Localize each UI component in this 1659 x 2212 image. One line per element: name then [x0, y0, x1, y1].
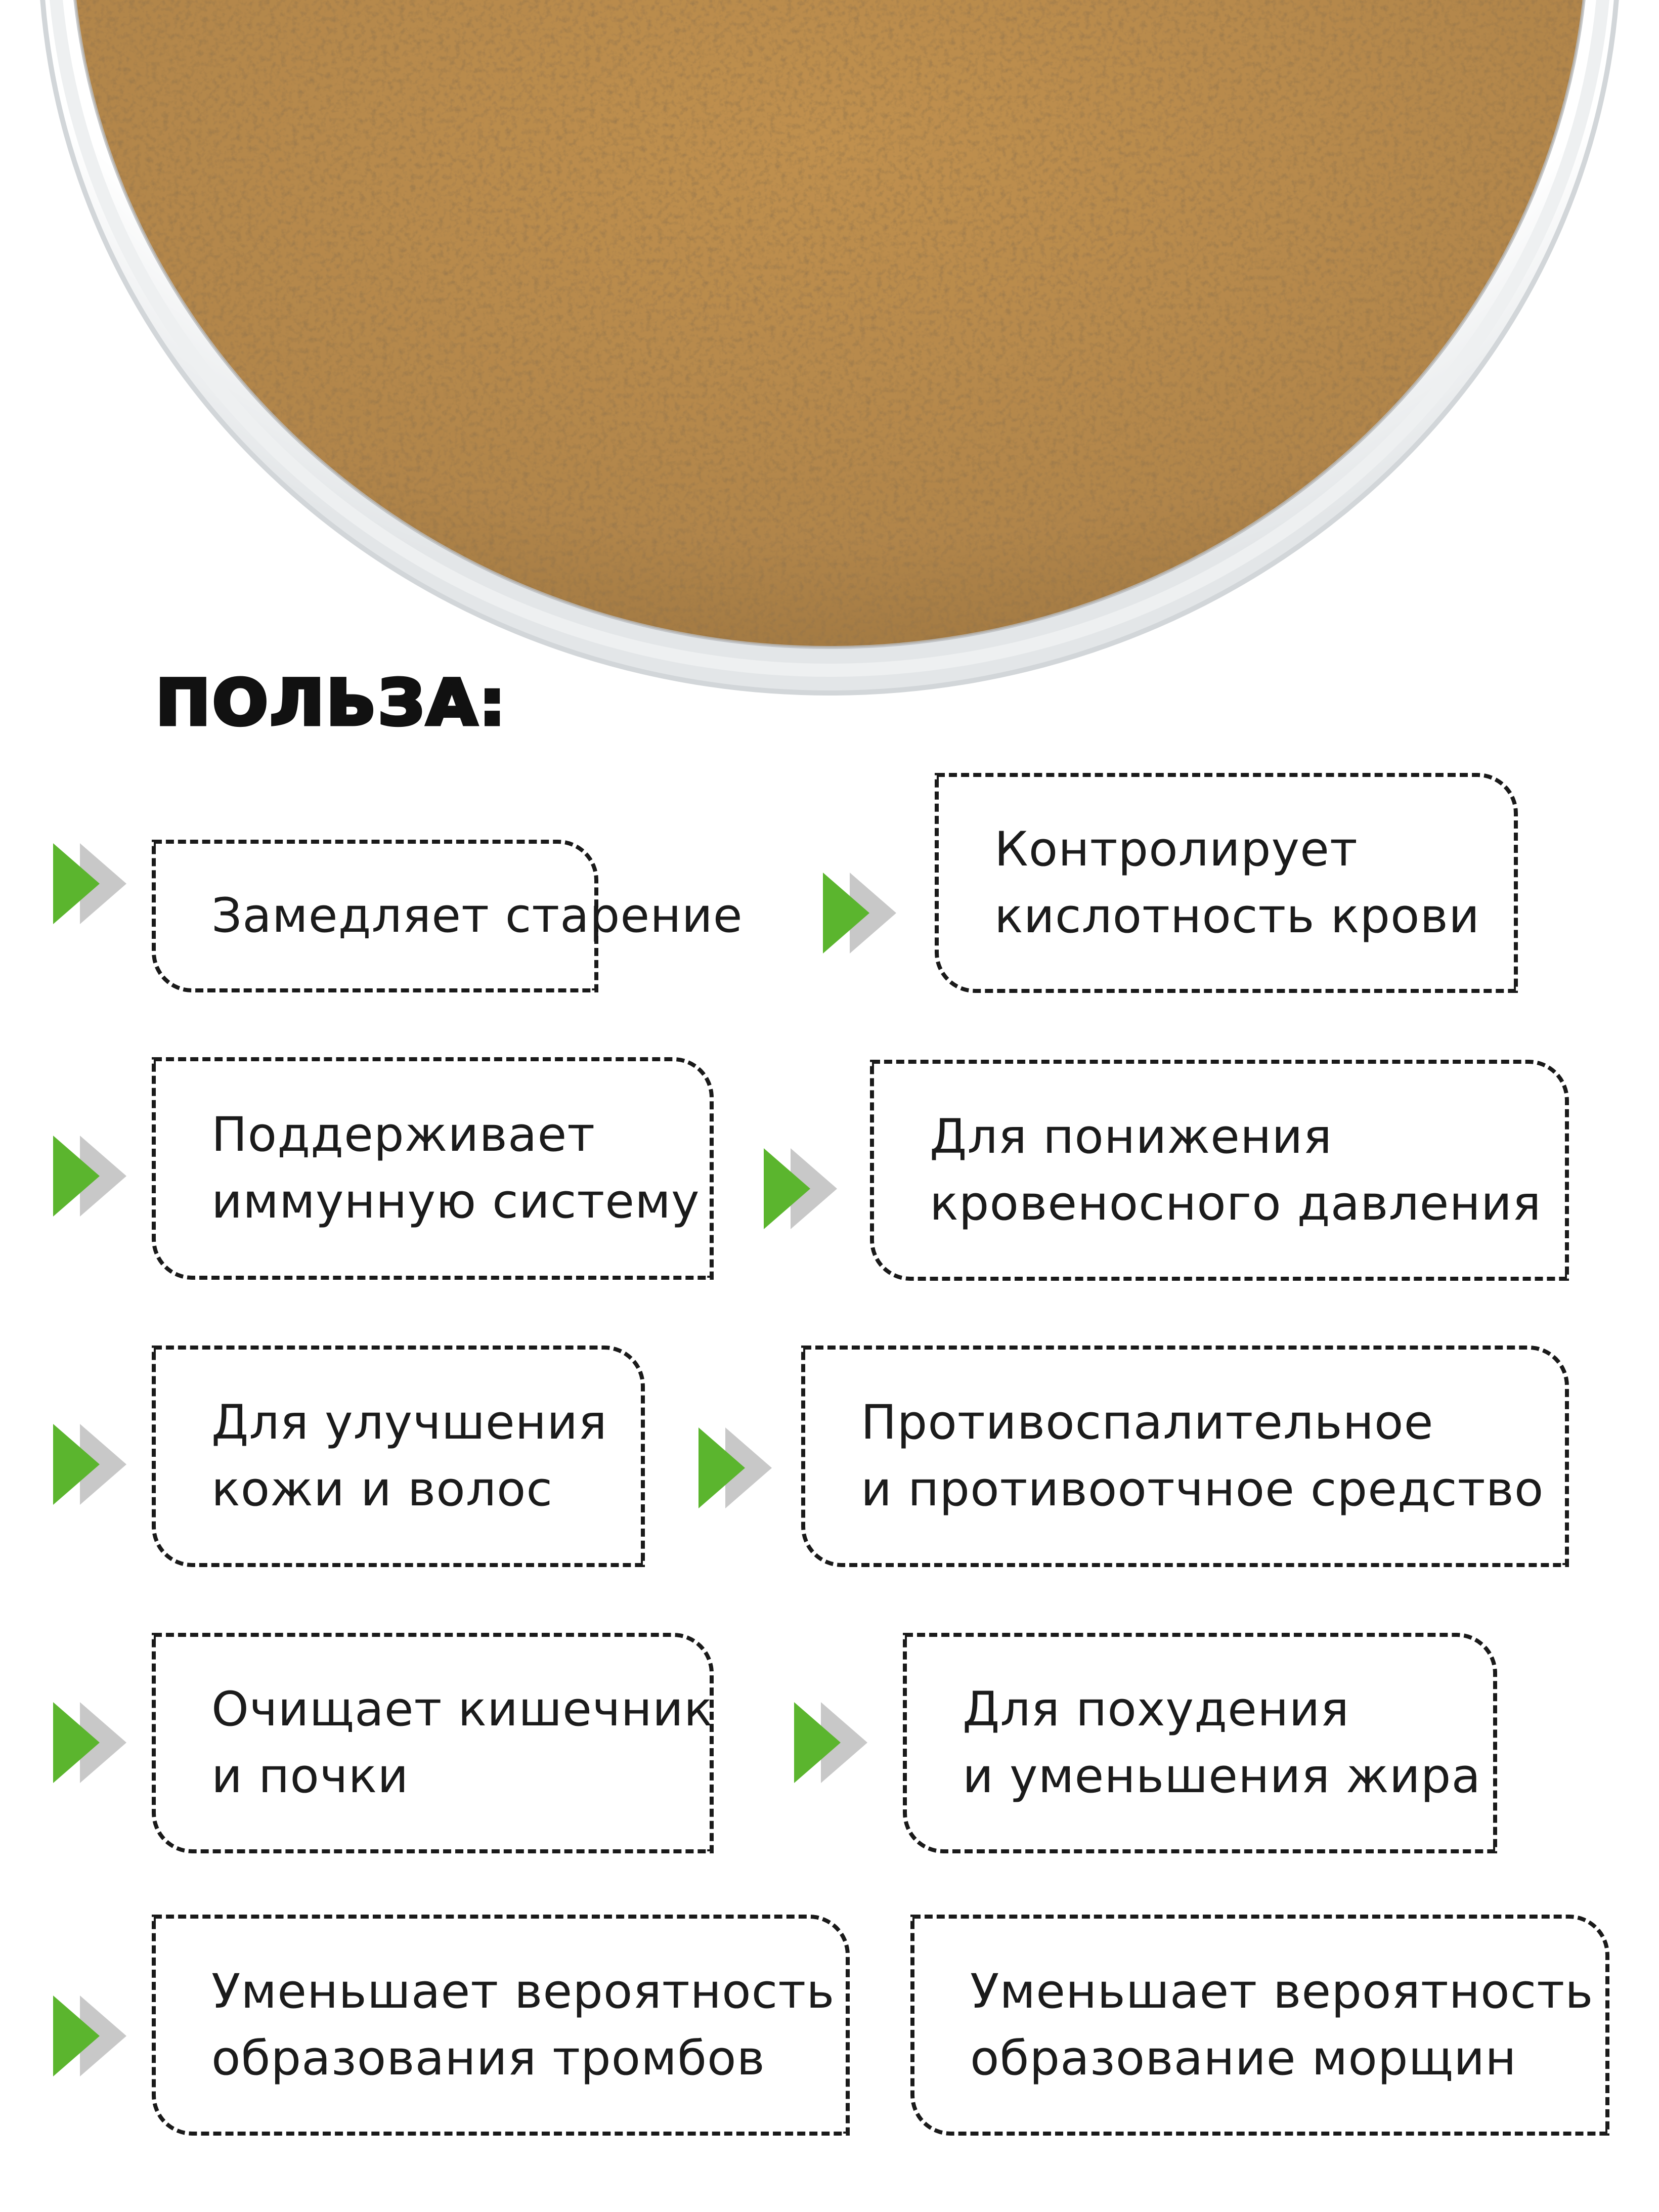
benefit-text: Для понижения кровеносного давления [930, 1109, 1542, 1231]
double-chevron-arrow-icon [761, 1143, 852, 1234]
benefit-text: Противоспалительное и противоотчное средство [861, 1395, 1544, 1517]
benefit-box [935, 773, 1518, 993]
benefit-text: Уменьшает вероятность образование морщин [970, 1964, 1594, 2086]
benefit-box [152, 1346, 645, 1567]
double-chevron-arrow-icon [51, 1131, 142, 1222]
benefit-box [910, 1915, 1609, 2136]
double-chevron-arrow-icon [51, 1990, 142, 2081]
double-chevron-arrow-icon [51, 1697, 142, 1788]
double-chevron-arrow-icon [51, 1419, 142, 1510]
benefit-text: Замедляет старение [211, 888, 743, 943]
section-heading: ПОЛЬЗА: [156, 667, 508, 740]
double-chevron-arrow-icon [696, 1422, 787, 1513]
benefit-box [152, 840, 743, 992]
hero-powder-image [0, 0, 1659, 698]
double-chevron-arrow-icon [51, 838, 142, 929]
benefit-text: Очищает кишечник и почки [211, 1682, 713, 1804]
double-chevron-arrow-icon [820, 868, 911, 959]
benefit-box [152, 1057, 714, 1280]
benefit-box [152, 1633, 714, 1853]
benefit-text: Уменьшает вероятность образования тромбов [211, 1964, 835, 2086]
benefit-text: Контролирует кислотность крови [994, 821, 1480, 944]
benefit-box [870, 1060, 1569, 1281]
benefit-box [903, 1633, 1497, 1853]
benefit-box [801, 1346, 1569, 1567]
benefit-box [152, 1915, 850, 2136]
benefit-text: Для похудения и уменьшения жира [963, 1682, 1481, 1804]
double-chevron-arrow-icon [792, 1697, 883, 1788]
benefit-text: Поддерживает иммунную систему [211, 1107, 700, 1229]
benefit-text: Для улучшения кожи и волос [211, 1395, 607, 1517]
